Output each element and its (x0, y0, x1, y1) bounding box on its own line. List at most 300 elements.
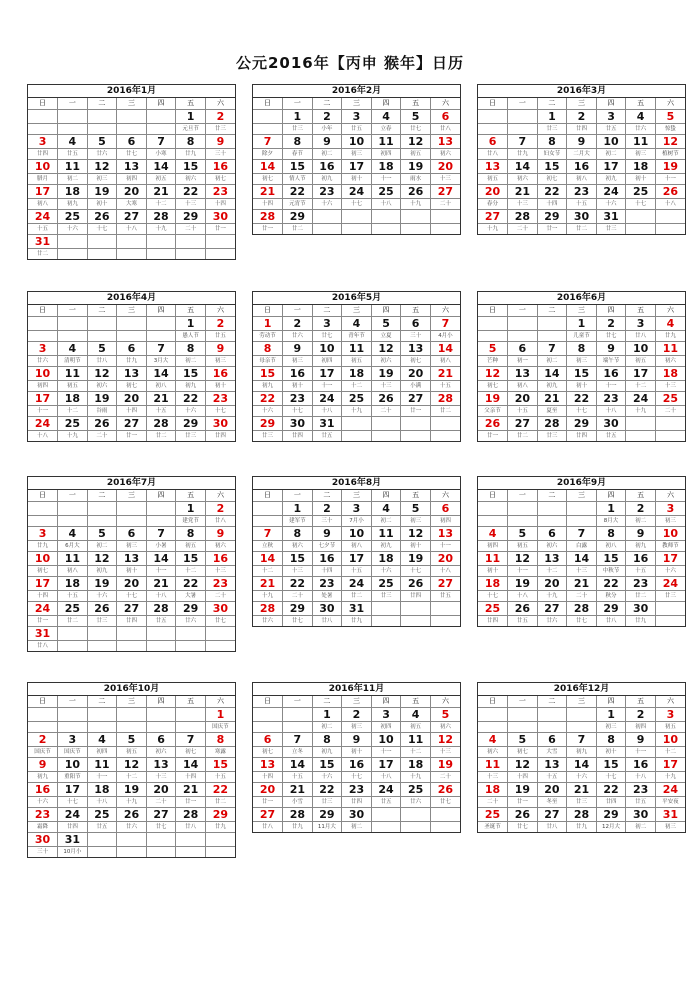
lunar-label: 小雪 (283, 797, 313, 808)
empty-cell (117, 317, 147, 331)
day-number: 26 (371, 392, 401, 406)
weekday-header: 三 (117, 98, 147, 110)
day-number: 9 (567, 135, 597, 149)
day-number: 29 (596, 808, 626, 822)
day-number: 28 (283, 808, 313, 822)
lunar-label: 初四 (312, 356, 342, 367)
lunar-label: 初三 (283, 356, 313, 367)
day-number: 20 (117, 185, 147, 199)
empty-cell (626, 417, 656, 431)
lunar-label: 国庆节 (58, 747, 88, 758)
weekday-header: 四 (146, 305, 176, 317)
lunar-label: 十七 (58, 797, 88, 808)
weekday-header: 一 (58, 490, 88, 502)
day-number: 14 (567, 758, 597, 772)
lunar-label: 十七 (283, 406, 313, 417)
lunar-label: 初五 (478, 174, 508, 185)
lunar-label: 元宵节 (283, 199, 313, 210)
lunar-label: 三十 (401, 331, 431, 342)
lunar-label: 初六 (146, 747, 176, 758)
lunar-label: 廿五 (205, 331, 235, 342)
empty-cell (478, 317, 508, 331)
day-number: 3 (312, 317, 342, 331)
day-number: 12 (478, 367, 508, 381)
day-number: 21 (567, 783, 597, 797)
weekday-header: 一 (283, 696, 313, 708)
lunar-label: 清明节 (58, 356, 88, 367)
empty-cell (146, 708, 176, 722)
month-title: 2016年7月 (28, 477, 235, 490)
day-number: 6 (508, 342, 538, 356)
weekday-header: 二 (537, 305, 567, 317)
lunar-label: 廿四 (401, 591, 431, 602)
lunar-label: 十七 (87, 224, 117, 235)
day-number: 11 (87, 758, 117, 772)
day-number: 28 (146, 602, 176, 616)
day-number: 2 (567, 110, 597, 124)
day-number: 10 (342, 527, 372, 541)
lunar-label: 初二 (312, 722, 342, 733)
day-number: 10 (28, 367, 58, 381)
day-number: 5 (401, 502, 431, 516)
lunar-label: 廿九 (205, 822, 235, 833)
day-number: 23 (283, 392, 313, 406)
lunar-label: 二十 (430, 199, 460, 210)
empty-cell (176, 708, 206, 722)
day-number: 23 (312, 577, 342, 591)
day-number: 20 (430, 552, 460, 566)
day-number: 20 (478, 185, 508, 199)
lunar-label: 十五 (567, 199, 597, 210)
empty-cell (117, 249, 147, 260)
empty-cell (117, 502, 147, 516)
weekday-header: 六 (430, 696, 460, 708)
empty-cell (28, 331, 58, 342)
lunar-label: 二十 (283, 591, 313, 602)
lunar-label: 十二 (655, 747, 685, 758)
lunar-label: 十八 (371, 199, 401, 210)
empty-cell (253, 110, 283, 124)
lunar-label: 初三 (567, 356, 597, 367)
empty-cell (342, 431, 372, 442)
day-number: 7 (508, 135, 538, 149)
day-number: 2 (28, 733, 58, 747)
empty-cell (371, 808, 401, 822)
day-number: 29 (537, 210, 567, 224)
lunar-label: 中秋节 (596, 566, 626, 577)
day-number: 3 (58, 733, 88, 747)
empty-cell (537, 502, 567, 516)
empty-cell (537, 331, 567, 342)
lunar-label: 初九 (58, 199, 88, 210)
lunar-label: 十三 (567, 566, 597, 577)
day-number: 7 (146, 135, 176, 149)
lunar-label: 元旦节 (176, 124, 206, 135)
month-calendar (252, 291, 461, 442)
day-number: 16 (342, 758, 372, 772)
lunar-label: 十六 (596, 199, 626, 210)
weekday-header: 四 (596, 98, 626, 110)
lunar-label: 父亲节 (478, 406, 508, 417)
lunar-label: 二十 (478, 797, 508, 808)
day-number: 24 (342, 185, 372, 199)
weekday-header: 四 (146, 98, 176, 110)
day-number: 31 (596, 210, 626, 224)
empty-cell (117, 847, 147, 858)
empty-cell (176, 847, 206, 858)
day-number: 19 (117, 783, 147, 797)
empty-cell (430, 822, 460, 833)
lunar-label: 十八 (596, 406, 626, 417)
day-number: 9 (205, 342, 235, 356)
empty-cell (87, 833, 117, 847)
empty-cell (655, 224, 685, 235)
day-number: 11 (58, 160, 88, 174)
day-number: 19 (478, 392, 508, 406)
lunar-label: 初三 (87, 174, 117, 185)
empty-cell (508, 110, 538, 124)
lunar-label: 廿二 (28, 249, 58, 260)
lunar-label: 初四 (478, 541, 508, 552)
day-number: 23 (626, 783, 656, 797)
day-number: 10 (28, 552, 58, 566)
day-number: 25 (371, 185, 401, 199)
day-number: 17 (596, 160, 626, 174)
empty-cell (146, 516, 176, 527)
lunar-label: 小暑 (146, 541, 176, 552)
lunar-label: 初八 (342, 541, 372, 552)
lunar-label: 初十 (596, 747, 626, 758)
empty-cell (430, 417, 460, 431)
day-number: 22 (537, 185, 567, 199)
day-number: 25 (58, 602, 88, 616)
empty-cell (58, 641, 88, 652)
day-number: 16 (567, 160, 597, 174)
day-number: 20 (537, 783, 567, 797)
lunar-label: 十三 (205, 566, 235, 577)
day-number: 12 (371, 342, 401, 356)
day-number: 9 (283, 342, 313, 356)
empty-cell (117, 235, 147, 249)
lunar-label: 初八 (596, 541, 626, 552)
lunar-label: 十九 (146, 224, 176, 235)
day-number: 22 (283, 577, 313, 591)
lunar-label: 初八 (58, 566, 88, 577)
day-number: 12 (401, 135, 431, 149)
empty-cell (58, 249, 88, 260)
day-number: 28 (508, 210, 538, 224)
day-number: 22 (596, 577, 626, 591)
weekday-header: 三 (567, 305, 597, 317)
weekday-header: 四 (146, 490, 176, 502)
day-number: 21 (146, 392, 176, 406)
lunar-label: 十五 (626, 566, 656, 577)
lunar-label: 初六 (430, 722, 460, 733)
lunar-label: 初七 (253, 747, 283, 758)
empty-cell (508, 317, 538, 331)
day-number: 14 (253, 552, 283, 566)
day-number: 22 (176, 185, 206, 199)
day-number: 7 (146, 527, 176, 541)
lunar-label: 廿五 (626, 797, 656, 808)
day-number: 9 (312, 135, 342, 149)
lunar-label: 秋分 (596, 591, 626, 602)
lunar-label: 十二 (176, 566, 206, 577)
lunar-label: 初二 (626, 516, 656, 527)
day-number: 11 (58, 552, 88, 566)
day-number: 21 (253, 185, 283, 199)
lunar-label: 初七 (253, 174, 283, 185)
day-number: 11 (342, 342, 372, 356)
month-calendar (27, 682, 236, 858)
weekday-header: 一 (508, 305, 538, 317)
day-number: 28 (567, 808, 597, 822)
day-number: 16 (205, 367, 235, 381)
day-number: 26 (401, 185, 431, 199)
empty-cell (146, 847, 176, 858)
lunar-label: 初六 (176, 174, 206, 185)
lunar-label: 初三 (117, 541, 147, 552)
month-title: 2016年1月 (28, 85, 235, 98)
empty-cell (205, 235, 235, 249)
lunar-label: 大雪 (537, 747, 567, 758)
empty-cell (371, 822, 401, 833)
lunar-label: 11月大 (312, 822, 342, 833)
lunar-label: 初六 (655, 356, 685, 367)
day-number: 3 (655, 708, 685, 722)
lunar-label: 十六 (58, 224, 88, 235)
lunar-label: 初二 (58, 174, 88, 185)
lunar-label: 廿八 (478, 149, 508, 160)
lunar-label: 廿一 (205, 224, 235, 235)
lunar-label: 妇女节 (537, 149, 567, 160)
day-number: 15 (283, 160, 313, 174)
day-number: 1 (567, 317, 597, 331)
lunar-label: 除夕 (253, 149, 283, 160)
day-number: 4 (478, 733, 508, 747)
day-number: 12 (87, 367, 117, 381)
day-number: 17 (28, 392, 58, 406)
weekday-header: 六 (205, 696, 235, 708)
day-number: 5 (117, 733, 147, 747)
lunar-label: 建军节 (283, 516, 313, 527)
lunar-label: 十五 (430, 381, 460, 392)
day-number: 15 (596, 758, 626, 772)
lunar-label: 廿八 (87, 356, 117, 367)
day-number: 25 (58, 210, 88, 224)
day-number: 30 (312, 602, 342, 616)
day-number: 8 (253, 342, 283, 356)
day-number: 16 (312, 552, 342, 566)
lunar-label: 廿九 (342, 616, 372, 627)
day-number: 6 (537, 733, 567, 747)
day-number: 13 (537, 552, 567, 566)
day-number: 5 (655, 110, 685, 124)
weekday-header: 五 (626, 305, 656, 317)
month-calendar (252, 682, 461, 833)
day-number: 6 (478, 135, 508, 149)
lunar-label: 十四 (253, 199, 283, 210)
day-number: 31 (28, 235, 58, 249)
day-number: 19 (430, 758, 460, 772)
day-number: 18 (478, 783, 508, 797)
day-number: 9 (28, 758, 58, 772)
lunar-label: 廿二 (430, 406, 460, 417)
empty-cell (58, 235, 88, 249)
empty-cell (87, 847, 117, 858)
day-number: 24 (626, 392, 656, 406)
day-number: 19 (508, 577, 538, 591)
lunar-label: 初五 (401, 722, 431, 733)
day-number: 18 (478, 577, 508, 591)
lunar-label: 十五 (342, 566, 372, 577)
day-number: 23 (28, 808, 58, 822)
day-number: 8 (567, 342, 597, 356)
day-number: 24 (342, 577, 372, 591)
day-number: 21 (253, 577, 283, 591)
day-number: 21 (176, 783, 206, 797)
lunar-label: 廿三 (596, 224, 626, 235)
day-number: 15 (537, 160, 567, 174)
day-number: 25 (478, 602, 508, 616)
day-number: 17 (371, 758, 401, 772)
lunar-label: 十二 (626, 381, 656, 392)
day-number: 25 (401, 783, 431, 797)
empty-cell (176, 249, 206, 260)
weekday-header: 二 (537, 490, 567, 502)
day-number: 17 (655, 758, 685, 772)
day-number: 28 (146, 417, 176, 431)
lunar-label: 十一 (596, 381, 626, 392)
empty-cell (508, 516, 538, 527)
lunar-label: 初四 (626, 722, 656, 733)
day-number: 4 (371, 502, 401, 516)
weekday-header: 二 (312, 490, 342, 502)
empty-cell (655, 616, 685, 627)
empty-cell (508, 124, 538, 135)
day-number: 1 (176, 502, 206, 516)
lunar-label: 廿三 (176, 431, 206, 442)
day-number: 8 (596, 527, 626, 541)
month-calendar (27, 476, 236, 652)
lunar-label: 初九 (626, 541, 656, 552)
day-number: 23 (626, 577, 656, 591)
lunar-label: 白露 (567, 541, 597, 552)
lunar-label: 廿九 (28, 541, 58, 552)
lunar-label: 初九 (176, 381, 206, 392)
lunar-label: 初四 (28, 381, 58, 392)
day-number: 11 (478, 758, 508, 772)
day-number: 26 (401, 577, 431, 591)
lunar-label: 平安夜 (655, 797, 685, 808)
lunar-label: 十一 (655, 174, 685, 185)
lunar-label: 初六 (283, 541, 313, 552)
lunar-label: 12月大 (596, 822, 626, 833)
day-number: 21 (146, 185, 176, 199)
lunar-label: 初九 (567, 747, 597, 758)
lunar-label: 廿六 (626, 124, 656, 135)
lunar-label: 廿三 (371, 591, 401, 602)
empty-cell (478, 516, 508, 527)
day-number: 19 (87, 392, 117, 406)
day-number: 20 (117, 392, 147, 406)
lunar-label: 廿四 (596, 797, 626, 808)
lunar-label: 廿四 (567, 124, 597, 135)
lunar-label: 廿一 (28, 616, 58, 627)
empty-cell (87, 249, 117, 260)
day-number: 2 (596, 317, 626, 331)
weekday-header: 二 (537, 696, 567, 708)
empty-cell (567, 516, 597, 527)
empty-cell (58, 502, 88, 516)
empty-cell (537, 516, 567, 527)
lunar-label: 8月大 (596, 516, 626, 527)
day-number: 26 (87, 602, 117, 616)
lunar-label: 3月大 (146, 356, 176, 367)
day-number: 21 (537, 392, 567, 406)
empty-cell (87, 516, 117, 527)
lunar-label: 十二 (253, 566, 283, 577)
weekday-header: 日 (28, 490, 58, 502)
day-number: 29 (176, 602, 206, 616)
day-number: 4 (58, 342, 88, 356)
empty-cell (146, 249, 176, 260)
day-number: 27 (537, 602, 567, 616)
lunar-label: 二十 (205, 591, 235, 602)
lunar-label: 初三 (596, 722, 626, 733)
day-number: 12 (117, 758, 147, 772)
lunar-label: 初七 (117, 381, 147, 392)
day-number: 12 (87, 160, 117, 174)
day-number: 25 (655, 392, 685, 406)
lunar-label: 二月大 (567, 149, 597, 160)
lunar-label: 十九 (626, 406, 656, 417)
lunar-label: 廿三 (312, 797, 342, 808)
weekday-header: 三 (342, 305, 372, 317)
lunar-label: 初三 (342, 149, 372, 160)
lunar-label: 十四 (537, 199, 567, 210)
day-number: 30 (626, 808, 656, 822)
lunar-label: 十七 (401, 566, 431, 577)
day-number: 17 (28, 185, 58, 199)
empty-cell (146, 317, 176, 331)
day-number: 20 (537, 577, 567, 591)
day-number: 5 (508, 733, 538, 747)
empty-cell (87, 502, 117, 516)
weekday-header: 一 (283, 98, 313, 110)
day-number: 22 (283, 185, 313, 199)
day-number: 27 (508, 417, 538, 431)
day-number: 10 (58, 758, 88, 772)
day-number: 22 (205, 783, 235, 797)
day-number: 30 (567, 210, 597, 224)
lunar-label: 十七 (205, 406, 235, 417)
lunar-label: 初九 (371, 541, 401, 552)
lunar-label: 初八 (28, 199, 58, 210)
lunar-label: 十八 (117, 224, 147, 235)
empty-cell (87, 708, 117, 722)
lunar-label: 廿二 (508, 431, 538, 442)
day-number: 12 (655, 135, 685, 149)
empty-cell (117, 331, 147, 342)
day-number: 27 (537, 808, 567, 822)
lunar-label: 廿二 (58, 616, 88, 627)
lunar-label: 廿七 (205, 616, 235, 627)
weekday-header: 日 (28, 696, 58, 708)
empty-cell (508, 708, 538, 722)
lunar-label: 十六 (655, 566, 685, 577)
lunar-label: 春节 (283, 149, 313, 160)
